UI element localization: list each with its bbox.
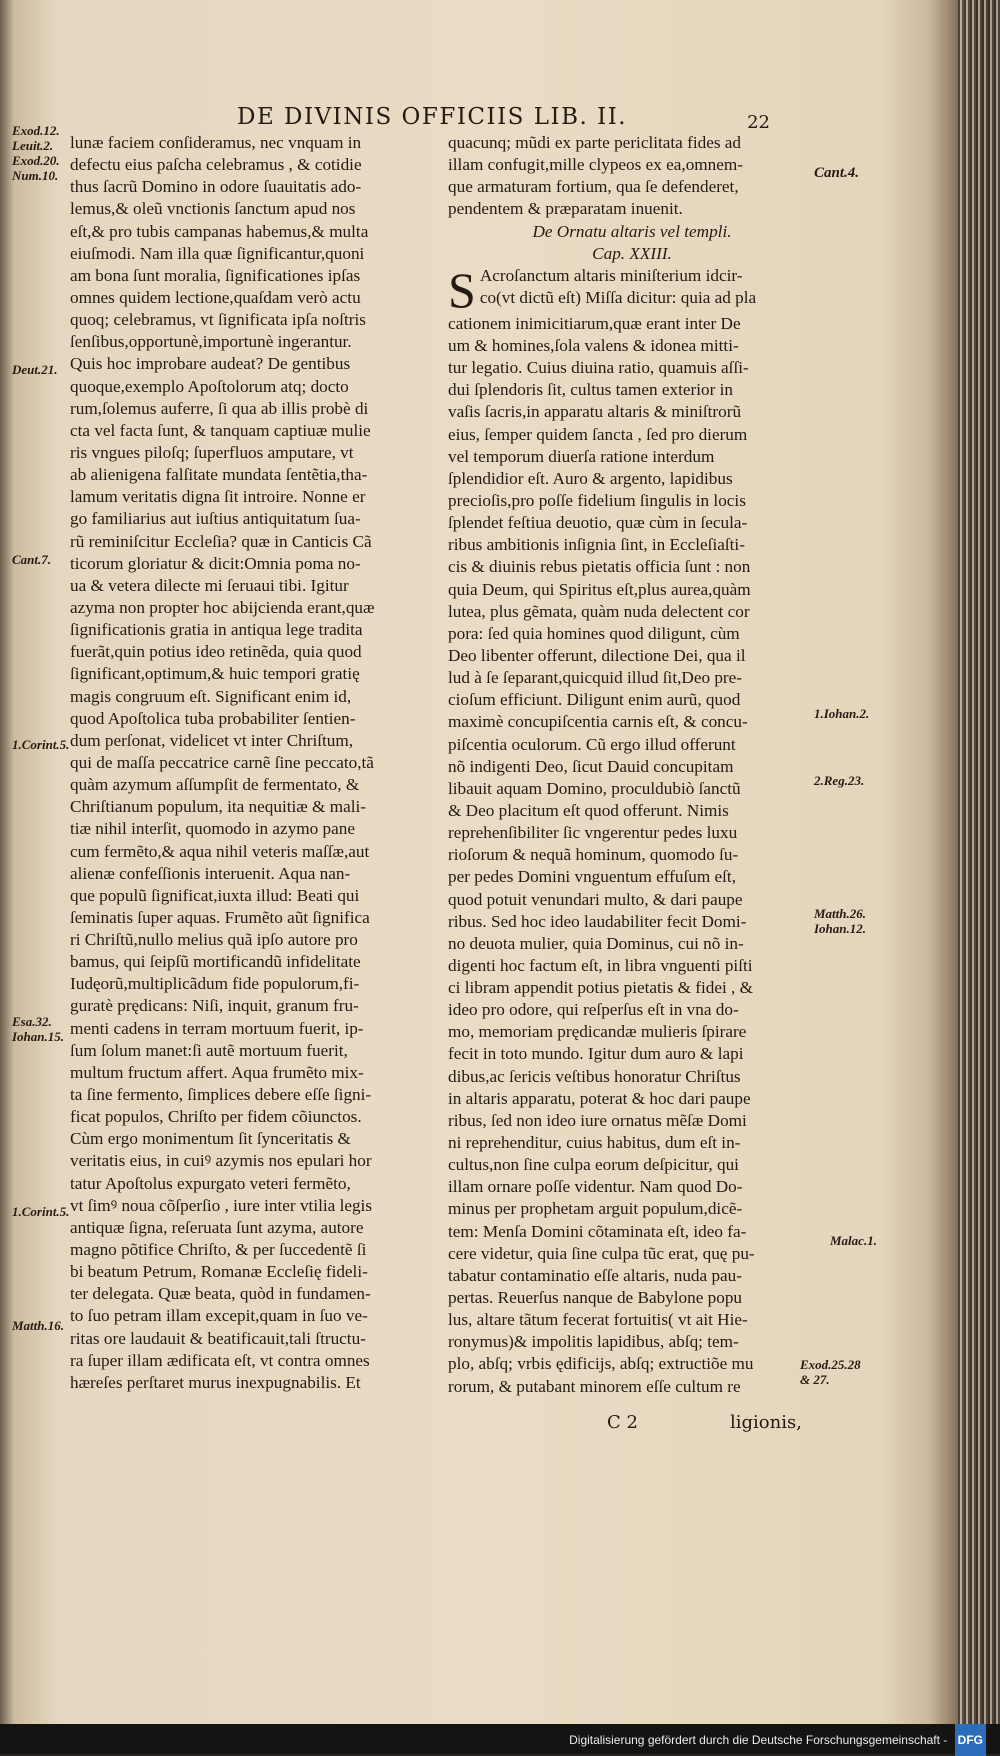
text-line: nõ indigenti Deo, ſicut Dauid concupitam (448, 756, 734, 776)
catchword: ligionis, (730, 1412, 802, 1433)
text-line: Deo libenter offerunt, dilectione Dei, qua il (448, 645, 746, 665)
text-line: dibus,ac ſericis veſtibus honoratur Chriſtus (448, 1066, 741, 1086)
text-line: cioſum efficiunt. Diligunt enim aurũ, quod (448, 690, 741, 710)
text-line: quoq; celebramus, vt ſignificata ipſa noſtris (70, 310, 366, 330)
text-line: ua & vetera dilecte mi ſeruaui tibi. Igitur (70, 575, 349, 595)
text-line: pertas. Reuerſus nanque de Babylone popu (448, 1288, 743, 1308)
text-line: ci libram appendit potius pietatis & fidei , & (448, 978, 754, 998)
text-line: bi beatum Petrum, Romanæ Eccleſię fideli- (70, 1262, 368, 1282)
text-line: vel temporum diuerſa ratione interdum (448, 446, 715, 466)
text-line: magno põtifice Chriſto, & per ſuccedentẽ ſi (70, 1240, 367, 1260)
text-line: lud à ſe ſeparant,quicquid illud ſit,Deo pre- (448, 668, 743, 688)
margin-note-right-3: 2.Reg.23. (814, 773, 865, 788)
text-line: eius, ſemper quidem ſancta , ſed pro dierum (448, 424, 748, 444)
margin-note-right-4: Matth.26. Iohan.12. (814, 906, 867, 936)
page-number: 22 (747, 112, 770, 133)
text-line: lamum veritatis digna ſit introire. Nonne er (70, 487, 366, 507)
text-line: plo, abſq; vrbis ędificijs, abſq; extructiõe mu (448, 1354, 754, 1374)
margin-note-left-7: Matth.16. (12, 1318, 65, 1333)
text-line: fecit in toto mundo. Igitur dum auro & lapi (448, 1044, 744, 1064)
text-line: ideo pro odore, qui reſperſus eſt in vna do- (448, 1000, 739, 1020)
text-line: Iudęorũ,multiplicãdum fide populorum,fi- (70, 974, 360, 994)
text-line: quia Deum, qui Spiritus eſt,plus aurea,quàm (448, 579, 751, 599)
text-line: lutea, plus gẽmata, quàm nuda delectent cor (448, 601, 750, 621)
text-line: tur legatio. Cuius diuina ratio, quamuis aſſi- (448, 358, 749, 378)
text-line: tabatur contaminatio eſſe altaris, nuda pau- (448, 1265, 742, 1285)
text-line: rũ reminiſcitur Eccleſia? quæ in Canticis Cã (70, 531, 372, 551)
text-line: cere videtur, quia ſine culpa tũc erat, quę pu- (448, 1243, 755, 1263)
text-line: que populũ ſignificat,iuxta illud: Beati qui (70, 885, 360, 905)
text-line: ta ſine fermento, ſimplices debere eſſe ſigni- (70, 1085, 372, 1105)
text-line: cis & diuinis rebus pietatis officia ſunt : non (448, 557, 751, 577)
text-line: ronymus)& impolitis lapidibus, abſq; tem- (448, 1332, 739, 1352)
text-line: cultus,non ſine culpa eorum deſpicitur, qui (448, 1155, 739, 1175)
text-line: ſplendidior eſt. Auro & argento, lapidibus (448, 468, 733, 488)
text-line: to ſuo petram illam excepit,quam in ſuo ve- (70, 1306, 368, 1326)
text-line: eiuſmodi. Nam illa quæ ſignificantur,quoni (70, 243, 365, 263)
text-line: multum fructum affert. Aqua frumẽto mix- (70, 1062, 364, 1082)
text-line: minus per prophetam arguit populum,dicẽ- (448, 1199, 743, 1219)
margin-note-right-2: 1.Iohan.2. (814, 706, 870, 721)
text-line: illam ornare poſſe videntur. Nam quod Do- (448, 1177, 743, 1197)
text-line: lemus,& oleũ vnctionis ſanctum apud nos (70, 199, 356, 219)
text-line: ribus, ſed non ideo iure ornatus mẽſæ Domi (448, 1110, 747, 1130)
text-line: am bona ſunt moralia, ſignificationes ipſas (70, 265, 361, 285)
text-line: per pedes Domini vnguentum effuſum eſt, (448, 867, 736, 887)
footer-text: Digitalisierung gefördert durch die Deutsche Forschungsgemeinschaft - (569, 1733, 948, 1747)
book-page-edges (958, 0, 1000, 1754)
text-line: lus, altare tãtum fecerat fortuitis( vt ait Hie- (448, 1310, 748, 1330)
margin-note-left-1: Exod.12. Leuit.2. Exod.20. Num.10. (12, 123, 60, 183)
text-line: Chriſtianum populum, ita nequitiæ & mali- (70, 797, 366, 817)
text-line: dum perſonat, videlicet vt inter Chriſtum, (70, 730, 354, 750)
text-line: cationem inimicitiarum,quæ erant inter De (448, 313, 741, 333)
margin-note-right-1: Cant.4. (814, 165, 860, 181)
text-line: ſenſibus,opportunè,importunè ingerantur. (70, 332, 352, 352)
text-line: ab alienigena falſitate mundata ſentẽtia,tha- (70, 465, 368, 485)
text-line: hæreſes perſtaret murus inexpugnabilis. Et (70, 1372, 361, 1392)
text-line: qui de maſſa peccatrice carnẽ ſine peccato,tã (70, 752, 374, 772)
text-line: quacunq; mũdi ex parte periclitata fides ad (448, 133, 742, 152)
text-line: ribus ambitionis inſignia ſint, in Eccleſiaſti- (448, 535, 745, 555)
text-line: magis congruum eſt. Significant enim id, (70, 686, 352, 706)
margin-note-right-5: Malac.1. (830, 1233, 877, 1248)
text-line: cum fermẽto,& aqua nihil veteris maſſæ,aut (70, 841, 370, 861)
text-line: quàm azymum aſſumpſit de fermentato, & (70, 775, 360, 795)
text-line: in altaris apparatu, poterat & hoc dari paupe (448, 1088, 751, 1108)
text-line: Cùm ergo monimentum ſit ſynceritatis & (70, 1129, 351, 1149)
right-text-column (448, 132, 816, 1398)
text-line: pendentem & præparatam inuenit. (448, 199, 683, 219)
text-line: ſum ſolum manet:ſi autẽ mortuum fuerit, (70, 1040, 348, 1060)
text-line: go familiarius aut iuſtius antiquitatum ſua- (70, 509, 361, 529)
text-line: menti cadens in terram mortuum fuerit, ip- (70, 1018, 364, 1038)
text-line: co(vt dictũ eſt) Miſſa dicitur: quia ad pla (479, 287, 757, 307)
text-line: libauit aquam Domino, proculdubiò ſanctũ (448, 778, 741, 798)
margin-note-left-2: Deut.21. (12, 362, 58, 377)
chapter-title: De Ornatu altaris vel templi. (532, 221, 732, 241)
text-line: ris vngues piloſq; ſuperfluos amputare, vt (70, 442, 354, 462)
text-line: illam confugit,mille clypeos ex ea,omnem- (448, 155, 743, 175)
text-line: guratè prędicans: Niſi, inquit, granum fru- (70, 996, 359, 1016)
text-line: no deuota mulier, quia Dominus, cui nõ in- (448, 933, 744, 953)
text-line: defectu eius paſcha celebramus , & cotidie (70, 155, 362, 175)
text-line: bamus, qui ſeipſũ mortificandũ infidelitate (70, 952, 361, 972)
text-line: azyma non propter hoc abijcienda erant,quæ (70, 597, 375, 617)
text-line: ticorum gloriatur & dicit:Omnia poma no- (70, 553, 361, 573)
text-line: precioſis,pro poſſe fidelium ſingulis in locis (448, 490, 746, 510)
text-line: Quis hoc improbare audeat? De gentibus (70, 354, 351, 374)
text-line: ribus. Sed hoc ideo laudabiliter fecit Domi- (448, 911, 747, 931)
text-line: quod Apoſtolica tuba probabiliter ſentien- (70, 708, 356, 728)
margin-note-left-6: 1.Corint.5. (12, 1204, 70, 1219)
drop-cap-letter: S (448, 261, 476, 318)
text-line: ter delegata. Quæ beata, quòd in fundamen- (70, 1284, 371, 1304)
text-line: vaſis ſacris,in apparatu altaris & miniſtrorũ (448, 402, 742, 422)
dfg-logo: DFG (955, 1724, 986, 1756)
digitization-footer (0, 1724, 1000, 1754)
text-line: vt ſimꝰ noua cõſperſio , iure inter vtilia legis (70, 1195, 373, 1215)
text-line: ſignificationis gratia in antiqua lege tradita (70, 620, 363, 640)
text-line: piſcentia oculorum. Cũ ergo illud offerunt (448, 734, 736, 754)
text-line: tem: Menſa Domini cõtaminata eſt, ideo fa- (448, 1221, 747, 1241)
margin-note-left-4: 1.Corint.5. (12, 737, 70, 752)
signature-mark: C 2 (607, 1412, 638, 1433)
text-line: fuerãt,quin potius ideo retinẽda, quia quod (70, 642, 362, 662)
text-line: ſignificant,optimum,& huic tempori gratię (70, 664, 360, 684)
text-line: Acroſanctum altaris miniſterium idcir- (479, 265, 743, 285)
text-line: cta vel facta ſunt, & tanquam captiuæ mulie (70, 420, 371, 440)
text-line: ſplendet feſtiua deuotio, quæ cùm in ſecula- (448, 513, 748, 533)
text-line: maximè concupiſcentia carnis eſt, & concu- (448, 712, 748, 732)
text-line: rum,ſolemus auferre, ſi qua ab illis probè di (70, 398, 369, 418)
text-line: ficat populos, Chriſto per fidem cõiunctos. (70, 1107, 362, 1127)
text-line: ni reprehenditur, cuius habitus, dum eſt in- (448, 1133, 741, 1153)
text-line: & Deo placitum eſt quod offerunt. Nimis (448, 800, 729, 820)
text-line: antiquæ ſigna, reſeruata ſunt azyma, autore (70, 1217, 364, 1237)
margin-note-right-6: Exod.25.28 & 27. (800, 1357, 861, 1387)
text-line: ri Chriſtũ,nullo melius quã ipſo autore pro (70, 930, 358, 950)
chapter-number: Cap. XXIII. (592, 243, 672, 263)
text-line: omnes quidem lectione,quaſdam verò actu (70, 287, 361, 307)
margin-note-left-5: Esa.32. Iohan.15. (12, 1014, 65, 1044)
text-line: ſeminatis ſuper aquas. Frumẽto aũt ſignifica (70, 907, 370, 927)
margin-note-left-3: Cant.7. (12, 552, 52, 567)
text-line: quod potuit venundari multo, & dari paupe (448, 889, 743, 909)
text-line: alienæ confeſſionis interuenit. Aqua nan- (70, 863, 351, 883)
text-line: rioſorum & nequã hominum, quomodo ſu- (448, 845, 739, 865)
left-text-column (70, 132, 436, 1394)
text-line: veritatis eius, in cuiꝰ azymis nos epulari hor (70, 1151, 372, 1171)
text-line: ra ſuper illam ædificata eſt, vt contra omnes (70, 1350, 370, 1370)
text-line: dui ſplendoris ſit, cultus tamen exterior in (448, 380, 733, 400)
text-line: ritas ore laudauit & beatificauit,tali ſtructu- (70, 1328, 366, 1348)
text-line: quoque,exemplo Apoſtolorum atq; docto (70, 376, 349, 396)
text-line: tatur Apoſtolus expurgato veteri fermẽto, (70, 1173, 351, 1193)
text-line: que armaturam fortium, qua ſe defenderet, (448, 177, 739, 197)
text-line: reprehenſibiliter ſic vngerentur pedes luxu (448, 823, 738, 843)
text-line: mo, memoriam prędicandæ mulieris ſpirare (448, 1022, 747, 1042)
text-line: rorum, & putabant minorem eſſe cultum re (448, 1376, 741, 1396)
text-line: um & homines,ſola valens & idonea mitti- (448, 335, 739, 355)
text-line: pora: ſed quia homines quod diligunt, cùm (448, 623, 740, 643)
text-line: lunæ faciem conſideramus, nec vnquam in (70, 133, 362, 152)
book-page (12, 0, 948, 1700)
text-line: eſt,& pro tubis campanas habemus,& multa (70, 221, 369, 241)
text-line: thus ſacrũ Domino in odore ſuauitatis ado- (70, 177, 362, 197)
running-header: DE DIVINIS OFFICIIS LIB. II. (237, 104, 628, 130)
text-line: tiæ nihil interſit, quomodo in azymo pane (70, 819, 355, 839)
text-line: digenti hoc factum eſt, in libra vnguenti piſti (448, 955, 753, 975)
